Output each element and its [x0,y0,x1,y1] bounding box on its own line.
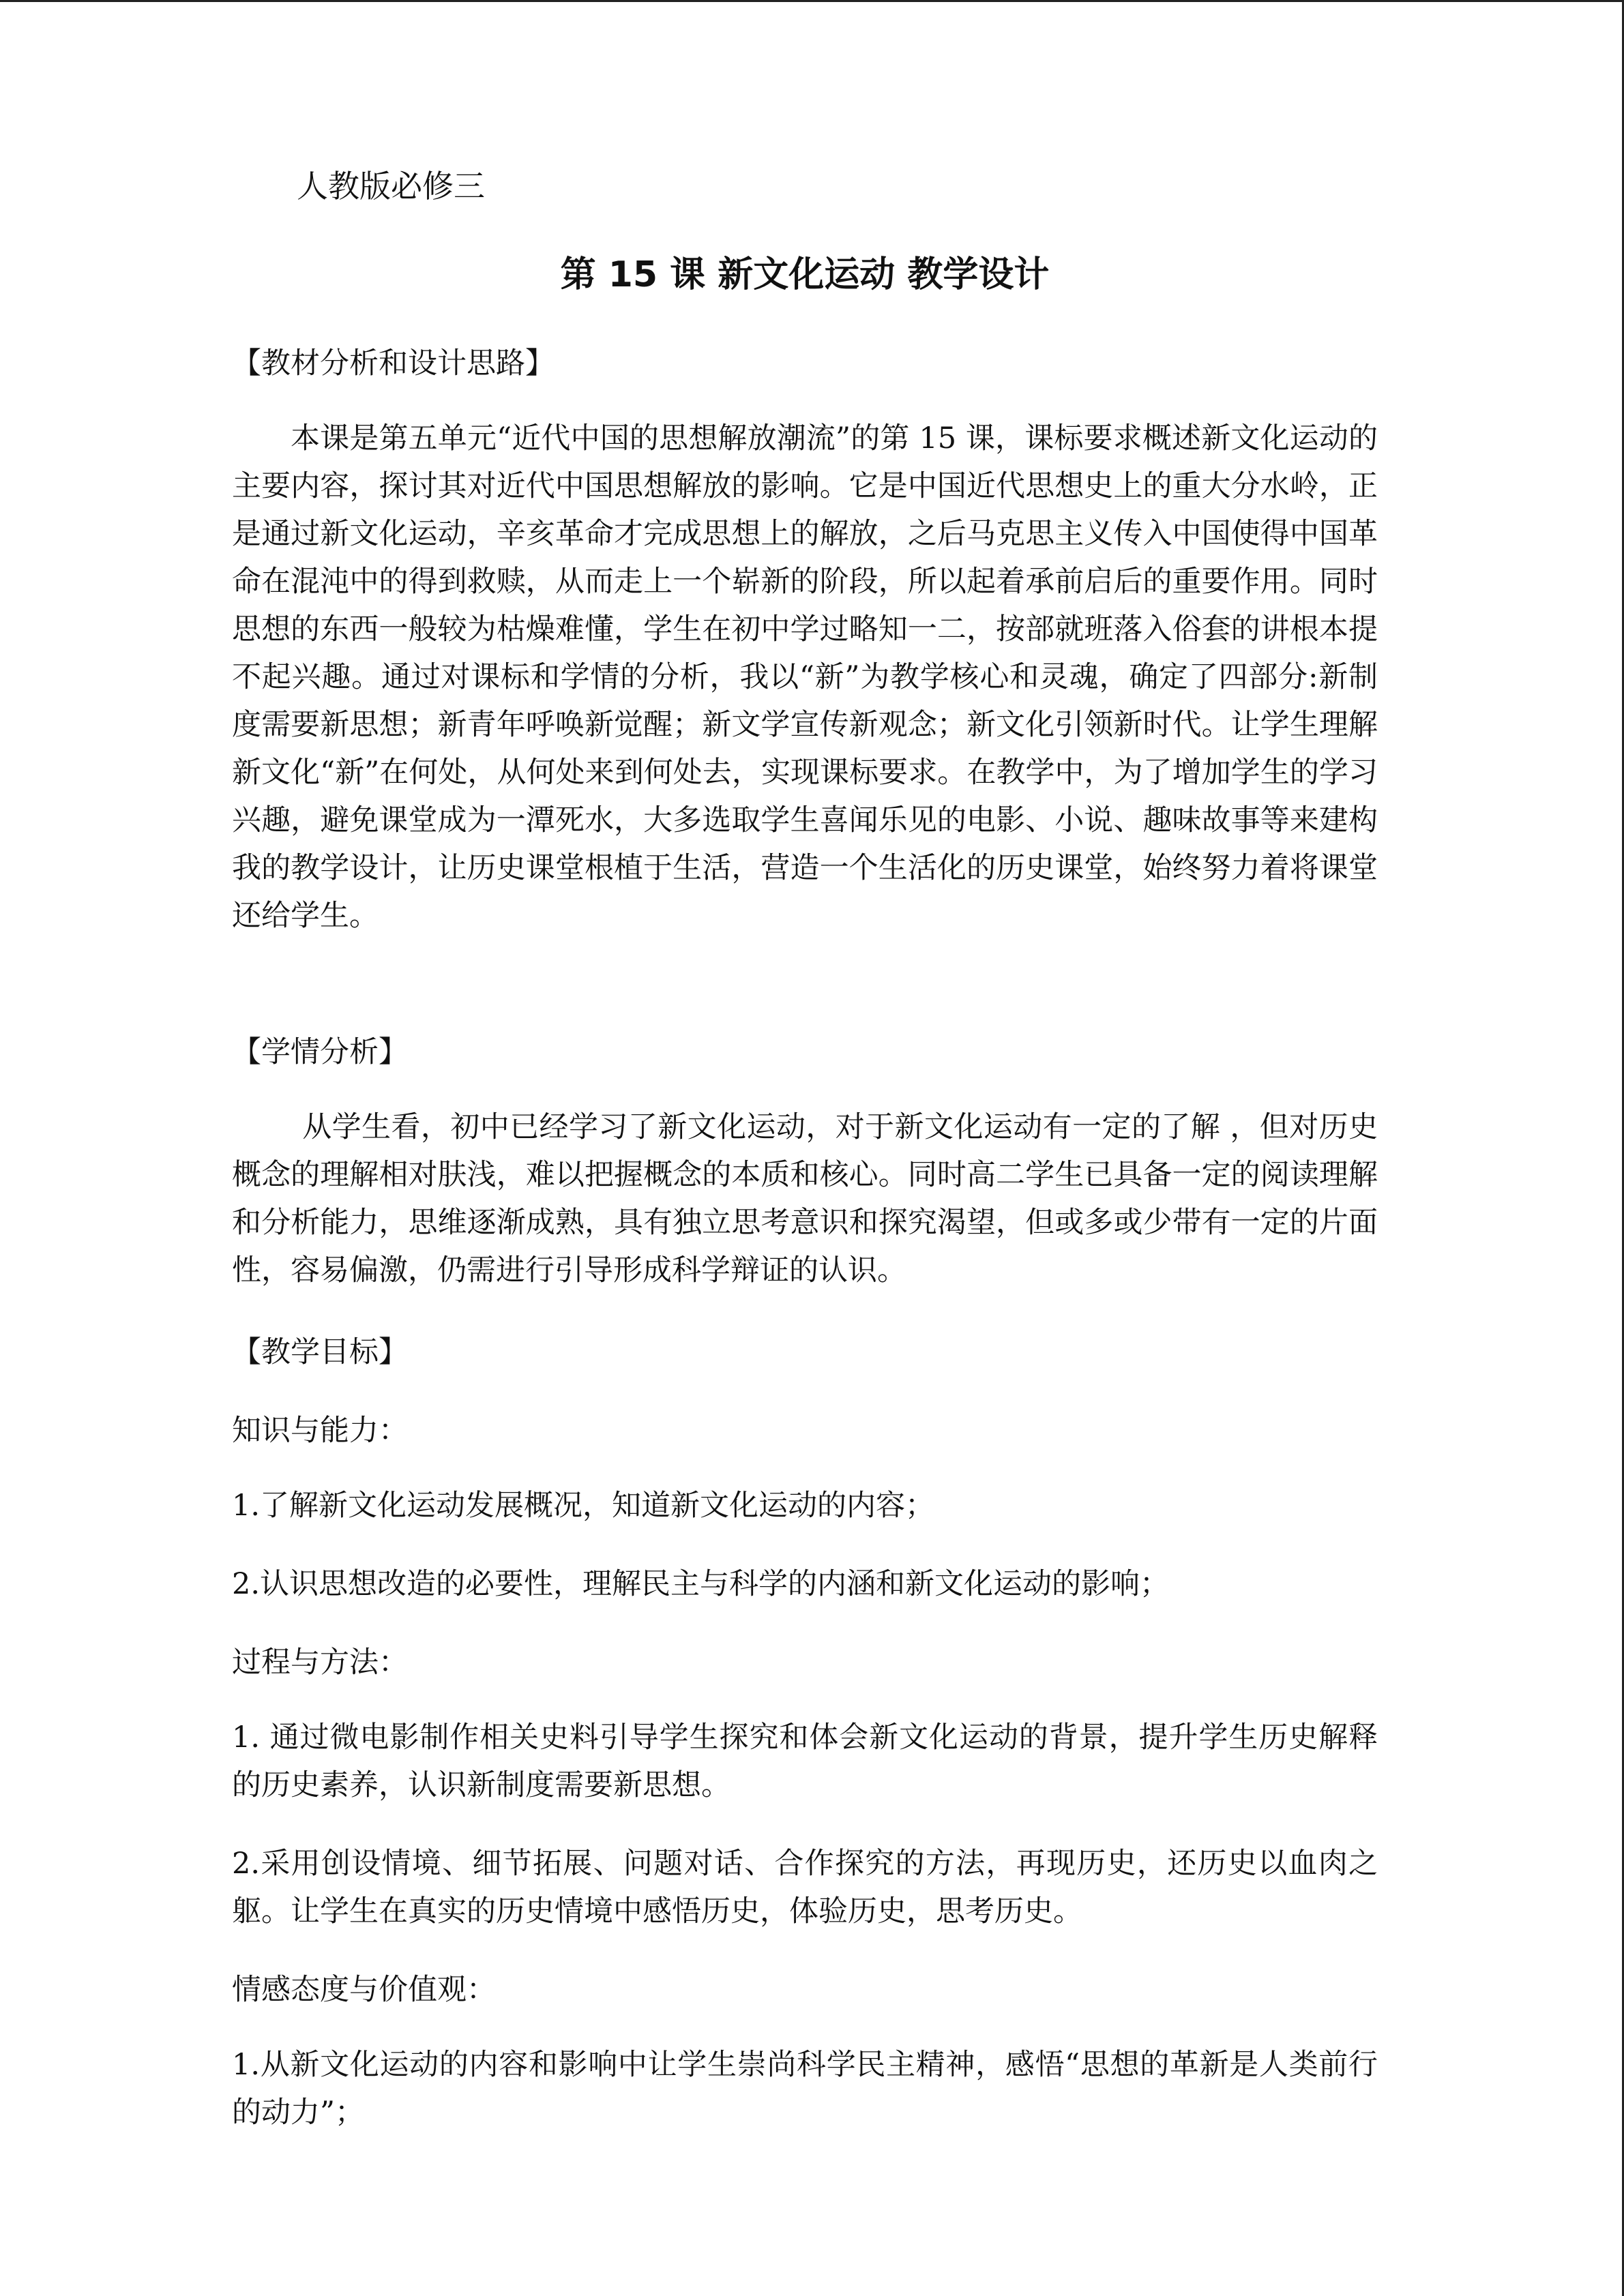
process-label: 过程与方法： [232,1645,408,1680]
goals-process-item-1 [232,1714,1378,1809]
process-item-1: 1. 通过微电影制作相关史料引导学生探究和体会新文化运动的背景，提升学生历史解释的历史素养，认识新制度需要新思想。 [232,1720,1378,1802]
goals-knowledge-item-2 [232,1560,1378,1608]
section-heading-students: 【学情分析】 [232,1035,408,1069]
goals-process-label [232,1639,1378,1686]
students-body: 从学生看，初中已经学习了新文化运动，对于新文化运动有一定的了解 ，但对历史概念的理解相对肤浅，难以把握概念的本质和核心。同时高二学生已具备一定的阅读理解和分析能力，思维逐渐成熟，具有独立思考意识和探究渴望，但或多或少带有一定的片面性，容易偏激，仍需进行引导形成科学辩证的认识。 [232,1110,1378,1287]
page-title: 第 15 课 新文化运动 教学设计 [560,254,1050,295]
section-analysis [232,340,1378,387]
paragraph-students [232,1103,1378,1294]
goals-process-item-2 [232,1840,1378,1935]
goals-knowledge-label [232,1407,1378,1455]
goals-values-label [232,1966,1378,2014]
edition-label: 人教版必修三 [297,168,485,205]
analysis-body: 本课是第五单元“近代中国的思想解放潮流”的第 15 课，课标要求概述新文化运动的主要内容，探讨其对近代中国思想解放的影响。它是中国近代思想史上的重大分水岭，正是通过新文化运动，辛亥革命才完成思想上的解放，之后马克思主义传入中国使得中国革命在混沌中的得到救赎，从而走上一个崭新的阶段，所以起着承前启后的重要作用。同时思想的东西一般较为枯燥难懂，学生在初中学过略知一二，按部就班落入俗套的讲根本提不起兴趣。通过对课标和学情的分析，我以“新”为教学核心和灵魂，确定了四部分:新制度需要新思想；新青年呼唤新觉醒；新文学宣传新观念；新文化引领新时代。让学生理解新文化“新”在何处，从何处来到何处去，实现课标要求。在教学中，为了增加学生的学习兴趣，避免课堂成为一潭死水，大多选取学生喜闻乐见的电影、小说、趣味故事等来建构我的教学设计，让历史课堂根植于生活，营造一个生活化的历史课堂，始终努力着将课堂还给学生。 [232,421,1378,933]
section-goals [232,1328,1378,1376]
section-heading-goals: 【教学目标】 [232,1335,408,1369]
knowledge-item-1: 1.了解新文化运动发展概况，知道新文化运动的内容； [232,1489,935,1523]
goals-knowledge-item-1 [232,1482,1378,1530]
knowledge-label: 知识与能力： [232,1414,408,1448]
knowledge-item-2: 2.认识思想改造的必要性，理解民主与科学的内涵和新文化运动的影响； [232,1567,1170,1601]
paragraph-analysis [232,415,1378,940]
goals-values-item-1 [232,2041,1378,2136]
section-heading-analysis: 【教材分析和设计思路】 [232,346,555,381]
values-label: 情感态度与价值观： [232,1973,496,2007]
process-item-2: 2.采用创设情境、细节拓展、问题对话、合作探究的方法，再现历史，还历史以血肉之躯。让学生在真实的历史情境中感悟历史，体验历史，思考历史。 [232,1847,1378,1928]
values-item-1: 1.从新文化运动的内容和影响中让学生崇尚科学民主精神，感悟“思想的革新是人类前行的动力”； [232,2048,1378,2130]
section-students [232,1028,1378,1076]
